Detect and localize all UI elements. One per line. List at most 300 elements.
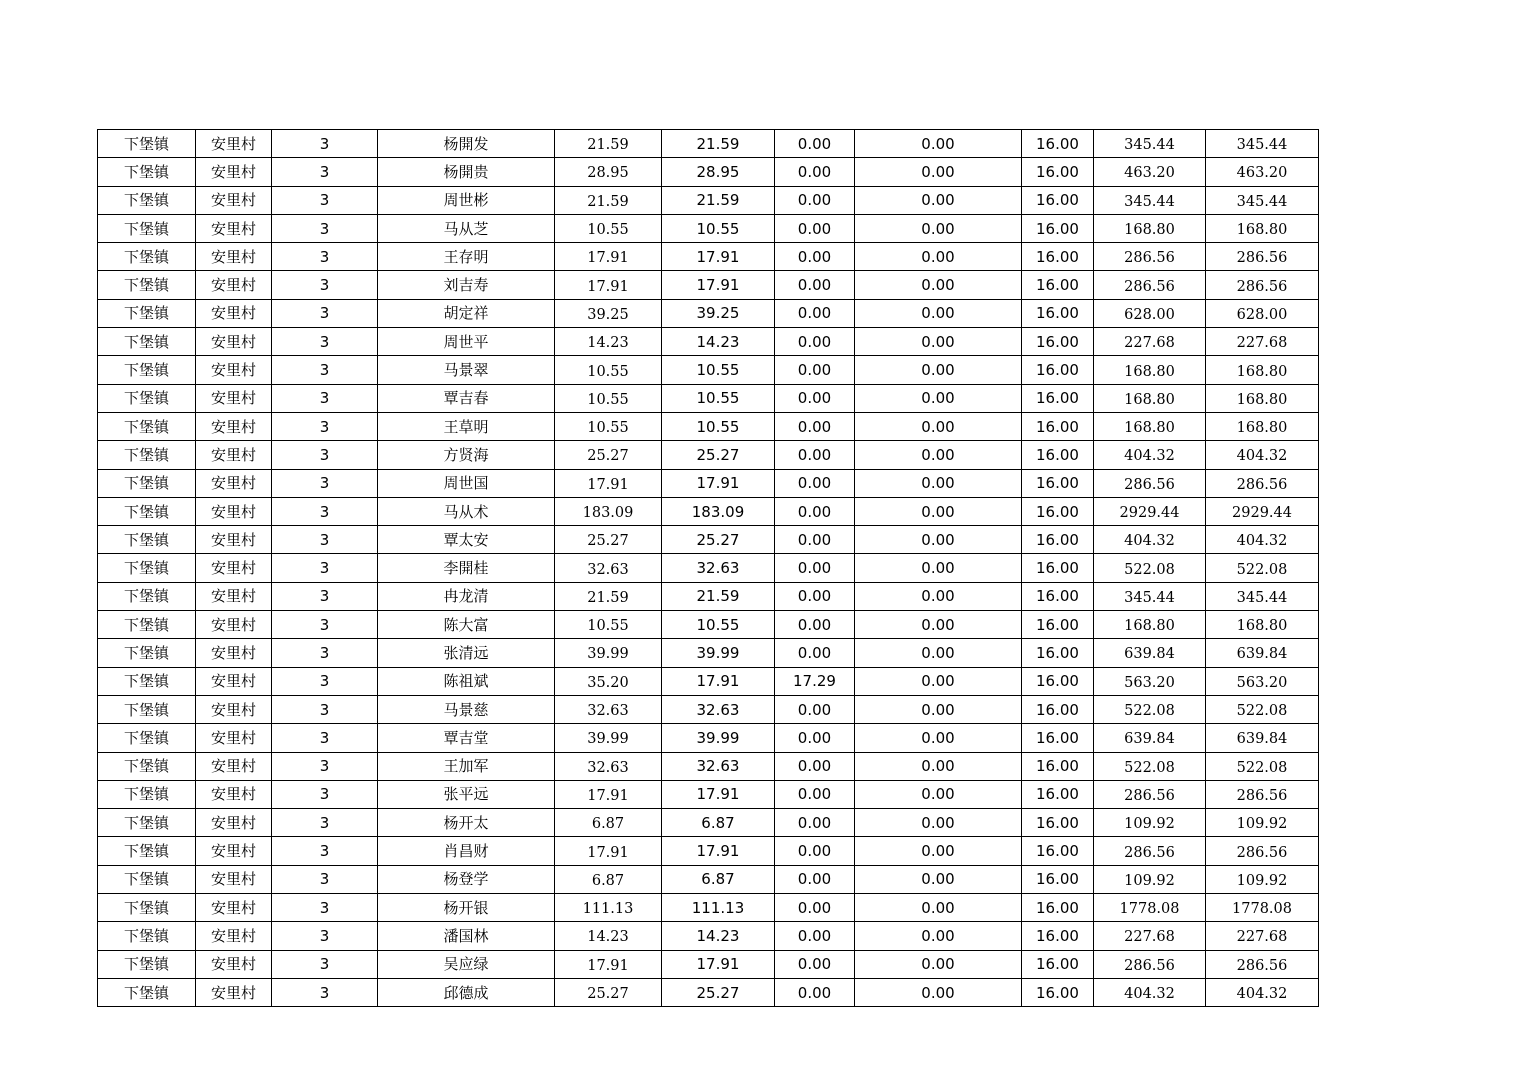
area-b-cell: 0.00: [775, 299, 855, 327]
amount-cell: 628.00: [1094, 299, 1206, 327]
total-area-cell: 21.59: [555, 130, 662, 158]
total-area-cell: 32.63: [555, 752, 662, 780]
group-cell: 3: [272, 611, 378, 639]
subsidy-cell: 522.08: [1206, 695, 1319, 723]
rate-cell: 16.00: [1022, 328, 1094, 356]
name-cell: 肖昌财: [378, 837, 555, 865]
amount-cell: 463.20: [1094, 158, 1206, 186]
town-cell: 下堡镇: [98, 639, 196, 667]
town-cell: 下堡镇: [98, 469, 196, 497]
amount-cell: 286.56: [1094, 469, 1206, 497]
name-cell: 胡定祥: [378, 299, 555, 327]
subsidy-cell: 639.84: [1206, 724, 1319, 752]
area-b-cell: 0.00: [775, 639, 855, 667]
group-cell: 3: [272, 412, 378, 440]
rate-cell: 16.00: [1022, 639, 1094, 667]
town-cell: 下堡镇: [98, 328, 196, 356]
rate-cell: 16.00: [1022, 950, 1094, 978]
town-cell: 下堡镇: [98, 526, 196, 554]
area-c-cell: 0.00: [855, 186, 1022, 214]
area-b-cell: 0.00: [775, 186, 855, 214]
area-b-cell: 0.00: [775, 384, 855, 412]
town-cell: 下堡镇: [98, 611, 196, 639]
table-row: [98, 865, 1319, 893]
area-c-cell: 0.00: [855, 469, 1022, 497]
subsidy-cell: 227.68: [1206, 328, 1319, 356]
name-cell: 邱德成: [378, 978, 555, 1006]
amount-cell: 2929.44: [1094, 497, 1206, 525]
subsidy-cell: 2929.44: [1206, 497, 1319, 525]
group-cell: 3: [272, 384, 378, 412]
area-c-cell: 0.00: [855, 328, 1022, 356]
town-cell: 下堡镇: [98, 667, 196, 695]
table-row: [98, 582, 1319, 610]
amount-cell: 1778.08: [1094, 894, 1206, 922]
subsidy-cell: 286.56: [1206, 271, 1319, 299]
data-table: [97, 129, 1319, 1007]
table-row: [98, 978, 1319, 1006]
village-cell: 安里村: [196, 243, 272, 271]
subsidy-cell: 286.56: [1206, 837, 1319, 865]
town-cell: 下堡镇: [98, 809, 196, 837]
total-area-cell: 25.27: [555, 441, 662, 469]
village-cell: 安里村: [196, 922, 272, 950]
village-cell: 安里村: [196, 611, 272, 639]
subsidy-cell: 286.56: [1206, 950, 1319, 978]
village-cell: 安里村: [196, 865, 272, 893]
amount-cell: 522.08: [1094, 752, 1206, 780]
area-b-cell: 0.00: [775, 752, 855, 780]
town-cell: 下堡镇: [98, 412, 196, 440]
name-cell: 王加军: [378, 752, 555, 780]
village-cell: 安里村: [196, 582, 272, 610]
total-area-cell: 10.55: [555, 384, 662, 412]
town-cell: 下堡镇: [98, 441, 196, 469]
area-c-cell: 0.00: [855, 130, 1022, 158]
group-cell: 3: [272, 186, 378, 214]
total-area-cell: 183.09: [555, 497, 662, 525]
total-area-cell: 39.99: [555, 639, 662, 667]
rate-cell: 16.00: [1022, 469, 1094, 497]
table-row: [98, 243, 1319, 271]
total-area-cell: 39.99: [555, 724, 662, 752]
village-cell: 安里村: [196, 186, 272, 214]
subsidy-cell: 463.20: [1206, 158, 1319, 186]
amount-cell: 522.08: [1094, 695, 1206, 723]
area-b-cell: 0.00: [775, 328, 855, 356]
area-a-cell: 17.91: [662, 469, 775, 497]
area-c-cell: 0.00: [855, 412, 1022, 440]
name-cell: 杨开银: [378, 894, 555, 922]
subsidy-cell: 345.44: [1206, 582, 1319, 610]
subsidy-cell: 227.68: [1206, 922, 1319, 950]
total-area-cell: 10.55: [555, 412, 662, 440]
rate-cell: 16.00: [1022, 865, 1094, 893]
group-cell: 3: [272, 865, 378, 893]
group-cell: 3: [272, 780, 378, 808]
village-cell: 安里村: [196, 384, 272, 412]
area-b-cell: 0.00: [775, 922, 855, 950]
area-b-cell: 0.00: [775, 809, 855, 837]
table-row: [98, 158, 1319, 186]
amount-cell: 345.44: [1094, 130, 1206, 158]
name-cell: 周世国: [378, 469, 555, 497]
village-cell: 安里村: [196, 526, 272, 554]
rate-cell: 16.00: [1022, 611, 1094, 639]
group-cell: 3: [272, 639, 378, 667]
table-row: [98, 412, 1319, 440]
town-cell: 下堡镇: [98, 922, 196, 950]
area-b-cell: 0.00: [775, 611, 855, 639]
rate-cell: 16.00: [1022, 130, 1094, 158]
town-cell: 下堡镇: [98, 214, 196, 242]
table-row: [98, 639, 1319, 667]
total-area-cell: 17.91: [555, 837, 662, 865]
town-cell: 下堡镇: [98, 752, 196, 780]
table-row: [98, 214, 1319, 242]
area-b-cell: 0.00: [775, 978, 855, 1006]
amount-cell: 404.32: [1094, 526, 1206, 554]
subsidy-cell: 345.44: [1206, 130, 1319, 158]
amount-cell: 168.80: [1094, 214, 1206, 242]
total-area-cell: 14.23: [555, 328, 662, 356]
group-cell: 3: [272, 894, 378, 922]
group-cell: 3: [272, 724, 378, 752]
rate-cell: 16.00: [1022, 214, 1094, 242]
rate-cell: 16.00: [1022, 271, 1094, 299]
amount-cell: 168.80: [1094, 384, 1206, 412]
village-cell: 安里村: [196, 469, 272, 497]
town-cell: 下堡镇: [98, 865, 196, 893]
area-b-cell: 0.00: [775, 950, 855, 978]
village-cell: 安里村: [196, 639, 272, 667]
area-b-cell: 17.29: [775, 667, 855, 695]
name-cell: 王存明: [378, 243, 555, 271]
group-cell: 3: [272, 469, 378, 497]
area-b-cell: 0.00: [775, 356, 855, 384]
village-cell: 安里村: [196, 950, 272, 978]
table-row: [98, 695, 1319, 723]
name-cell: 杨开太: [378, 809, 555, 837]
area-c-cell: 0.00: [855, 582, 1022, 610]
area-c-cell: 0.00: [855, 724, 1022, 752]
name-cell: 陈大富: [378, 611, 555, 639]
name-cell: 陈祖斌: [378, 667, 555, 695]
area-a-cell: 39.99: [662, 639, 775, 667]
table-row: [98, 356, 1319, 384]
area-c-cell: 0.00: [855, 158, 1022, 186]
town-cell: 下堡镇: [98, 554, 196, 582]
rate-cell: 16.00: [1022, 667, 1094, 695]
village-cell: 安里村: [196, 214, 272, 242]
area-c-cell: 0.00: [855, 667, 1022, 695]
subsidy-cell: 404.32: [1206, 441, 1319, 469]
group-cell: 3: [272, 752, 378, 780]
table-row: [98, 469, 1319, 497]
town-cell: 下堡镇: [98, 894, 196, 922]
area-a-cell: 183.09: [662, 497, 775, 525]
subsidy-cell: 628.00: [1206, 299, 1319, 327]
area-a-cell: 32.63: [662, 554, 775, 582]
town-cell: 下堡镇: [98, 356, 196, 384]
subsidy-cell: 168.80: [1206, 384, 1319, 412]
total-area-cell: 17.91: [555, 243, 662, 271]
area-c-cell: 0.00: [855, 950, 1022, 978]
rate-cell: 16.00: [1022, 412, 1094, 440]
town-cell: 下堡镇: [98, 724, 196, 752]
subsidy-cell: 109.92: [1206, 809, 1319, 837]
group-cell: 3: [272, 526, 378, 554]
name-cell: 王草明: [378, 412, 555, 440]
table-row: [98, 752, 1319, 780]
village-cell: 安里村: [196, 412, 272, 440]
total-area-cell: 17.91: [555, 780, 662, 808]
area-a-cell: 28.95: [662, 158, 775, 186]
name-cell: 覃吉堂: [378, 724, 555, 752]
name-cell: 刘吉寿: [378, 271, 555, 299]
village-cell: 安里村: [196, 752, 272, 780]
town-cell: 下堡镇: [98, 299, 196, 327]
amount-cell: 168.80: [1094, 412, 1206, 440]
village-cell: 安里村: [196, 497, 272, 525]
town-cell: 下堡镇: [98, 158, 196, 186]
area-a-cell: 10.55: [662, 214, 775, 242]
name-cell: 马景慈: [378, 695, 555, 723]
subsidy-cell: 286.56: [1206, 780, 1319, 808]
amount-cell: 286.56: [1094, 837, 1206, 865]
group-cell: 3: [272, 695, 378, 723]
name-cell: 杨登学: [378, 865, 555, 893]
table-row: [98, 441, 1319, 469]
area-c-cell: 0.00: [855, 271, 1022, 299]
area-b-cell: 0.00: [775, 497, 855, 525]
area-b-cell: 0.00: [775, 130, 855, 158]
subsidy-cell: 286.56: [1206, 243, 1319, 271]
area-a-cell: 21.59: [662, 186, 775, 214]
group-cell: 3: [272, 809, 378, 837]
total-area-cell: 6.87: [555, 809, 662, 837]
subsidy-cell: 345.44: [1206, 186, 1319, 214]
area-a-cell: 17.91: [662, 837, 775, 865]
area-a-cell: 32.63: [662, 695, 775, 723]
amount-cell: 168.80: [1094, 356, 1206, 384]
total-area-cell: 6.87: [555, 865, 662, 893]
area-a-cell: 10.55: [662, 611, 775, 639]
rate-cell: 16.00: [1022, 978, 1094, 1006]
name-cell: 周世彬: [378, 186, 555, 214]
town-cell: 下堡镇: [98, 271, 196, 299]
town-cell: 下堡镇: [98, 695, 196, 723]
area-c-cell: 0.00: [855, 978, 1022, 1006]
town-cell: 下堡镇: [98, 130, 196, 158]
town-cell: 下堡镇: [98, 780, 196, 808]
area-b-cell: 0.00: [775, 214, 855, 242]
table-row: [98, 526, 1319, 554]
area-c-cell: 0.00: [855, 837, 1022, 865]
amount-cell: 109.92: [1094, 809, 1206, 837]
village-cell: 安里村: [196, 695, 272, 723]
area-c-cell: 0.00: [855, 752, 1022, 780]
group-cell: 3: [272, 497, 378, 525]
area-a-cell: 17.91: [662, 950, 775, 978]
rate-cell: 16.00: [1022, 752, 1094, 780]
table-row: [98, 950, 1319, 978]
group-cell: 3: [272, 356, 378, 384]
area-c-cell: 0.00: [855, 356, 1022, 384]
table-row: [98, 130, 1319, 158]
name-cell: 冉龙清: [378, 582, 555, 610]
area-a-cell: 17.91: [662, 271, 775, 299]
name-cell: 马从芝: [378, 214, 555, 242]
area-b-cell: 0.00: [775, 158, 855, 186]
amount-cell: 345.44: [1094, 186, 1206, 214]
town-cell: 下堡镇: [98, 243, 196, 271]
amount-cell: 404.32: [1094, 441, 1206, 469]
area-c-cell: 0.00: [855, 809, 1022, 837]
group-cell: 3: [272, 667, 378, 695]
name-cell: 马从术: [378, 497, 555, 525]
area-c-cell: 0.00: [855, 214, 1022, 242]
village-cell: 安里村: [196, 724, 272, 752]
area-b-cell: 0.00: [775, 865, 855, 893]
table-row: [98, 554, 1319, 582]
amount-cell: 404.32: [1094, 978, 1206, 1006]
group-cell: 3: [272, 158, 378, 186]
area-c-cell: 0.00: [855, 299, 1022, 327]
name-cell: 马景翠: [378, 356, 555, 384]
town-cell: 下堡镇: [98, 950, 196, 978]
village-cell: 安里村: [196, 130, 272, 158]
area-b-cell: 0.00: [775, 554, 855, 582]
town-cell: 下堡镇: [98, 582, 196, 610]
area-c-cell: 0.00: [855, 611, 1022, 639]
rate-cell: 16.00: [1022, 809, 1094, 837]
area-c-cell: 0.00: [855, 441, 1022, 469]
amount-cell: 109.92: [1094, 865, 1206, 893]
rate-cell: 16.00: [1022, 582, 1094, 610]
village-cell: 安里村: [196, 894, 272, 922]
amount-cell: 286.56: [1094, 780, 1206, 808]
name-cell: 覃太安: [378, 526, 555, 554]
area-a-cell: 39.99: [662, 724, 775, 752]
total-area-cell: 10.55: [555, 611, 662, 639]
village-cell: 安里村: [196, 328, 272, 356]
area-b-cell: 0.00: [775, 582, 855, 610]
area-a-cell: 21.59: [662, 130, 775, 158]
area-a-cell: 14.23: [662, 328, 775, 356]
village-cell: 安里村: [196, 299, 272, 327]
area-a-cell: 10.55: [662, 356, 775, 384]
subsidy-cell: 404.32: [1206, 978, 1319, 1006]
group-cell: 3: [272, 582, 378, 610]
rate-cell: 16.00: [1022, 554, 1094, 582]
rate-cell: 16.00: [1022, 299, 1094, 327]
amount-cell: 227.68: [1094, 922, 1206, 950]
total-area-cell: 17.91: [555, 271, 662, 299]
rate-cell: 16.00: [1022, 243, 1094, 271]
table-row: [98, 611, 1319, 639]
rate-cell: 16.00: [1022, 384, 1094, 412]
area-c-cell: 0.00: [855, 497, 1022, 525]
area-b-cell: 0.00: [775, 243, 855, 271]
area-b-cell: 0.00: [775, 780, 855, 808]
rate-cell: 16.00: [1022, 497, 1094, 525]
area-c-cell: 0.00: [855, 894, 1022, 922]
group-cell: 3: [272, 978, 378, 1006]
area-a-cell: 111.13: [662, 894, 775, 922]
area-c-cell: 0.00: [855, 639, 1022, 667]
subsidy-cell: 168.80: [1206, 611, 1319, 639]
area-a-cell: 10.55: [662, 384, 775, 412]
town-cell: 下堡镇: [98, 978, 196, 1006]
rate-cell: 16.00: [1022, 695, 1094, 723]
total-area-cell: 17.91: [555, 469, 662, 497]
amount-cell: 227.68: [1094, 328, 1206, 356]
total-area-cell: 21.59: [555, 582, 662, 610]
subsidy-cell: 168.80: [1206, 356, 1319, 384]
subsidy-cell: 168.80: [1206, 412, 1319, 440]
amount-cell: 286.56: [1094, 271, 1206, 299]
table-body: [98, 130, 1319, 1007]
group-cell: 3: [272, 299, 378, 327]
table-row: [98, 894, 1319, 922]
town-cell: 下堡镇: [98, 384, 196, 412]
town-cell: 下堡镇: [98, 186, 196, 214]
subsidy-cell: 1778.08: [1206, 894, 1319, 922]
name-cell: 杨開发: [378, 130, 555, 158]
area-a-cell: 25.27: [662, 526, 775, 554]
area-a-cell: 25.27: [662, 441, 775, 469]
area-a-cell: 17.91: [662, 243, 775, 271]
group-cell: 3: [272, 328, 378, 356]
area-b-cell: 0.00: [775, 837, 855, 865]
group-cell: 3: [272, 922, 378, 950]
rate-cell: 16.00: [1022, 724, 1094, 752]
subsidy-cell: 109.92: [1206, 865, 1319, 893]
name-cell: 潘国林: [378, 922, 555, 950]
town-cell: 下堡镇: [98, 497, 196, 525]
total-area-cell: 21.59: [555, 186, 662, 214]
town-cell: 下堡镇: [98, 837, 196, 865]
area-b-cell: 0.00: [775, 412, 855, 440]
table-row: [98, 186, 1319, 214]
total-area-cell: 25.27: [555, 978, 662, 1006]
village-cell: 安里村: [196, 356, 272, 384]
area-c-cell: 0.00: [855, 695, 1022, 723]
subsidy-cell: 168.80: [1206, 214, 1319, 242]
area-c-cell: 0.00: [855, 384, 1022, 412]
area-b-cell: 0.00: [775, 271, 855, 299]
area-b-cell: 0.00: [775, 894, 855, 922]
name-cell: 覃吉春: [378, 384, 555, 412]
rate-cell: 16.00: [1022, 837, 1094, 865]
area-a-cell: 21.59: [662, 582, 775, 610]
amount-cell: 522.08: [1094, 554, 1206, 582]
table-row: [98, 299, 1319, 327]
total-area-cell: 111.13: [555, 894, 662, 922]
amount-cell: 286.56: [1094, 243, 1206, 271]
table-row: [98, 724, 1319, 752]
group-cell: 3: [272, 837, 378, 865]
rate-cell: 16.00: [1022, 526, 1094, 554]
village-cell: 安里村: [196, 780, 272, 808]
group-cell: 3: [272, 554, 378, 582]
amount-cell: 639.84: [1094, 724, 1206, 752]
village-cell: 安里村: [196, 441, 272, 469]
village-cell: 安里村: [196, 158, 272, 186]
area-a-cell: 32.63: [662, 752, 775, 780]
total-area-cell: 32.63: [555, 554, 662, 582]
